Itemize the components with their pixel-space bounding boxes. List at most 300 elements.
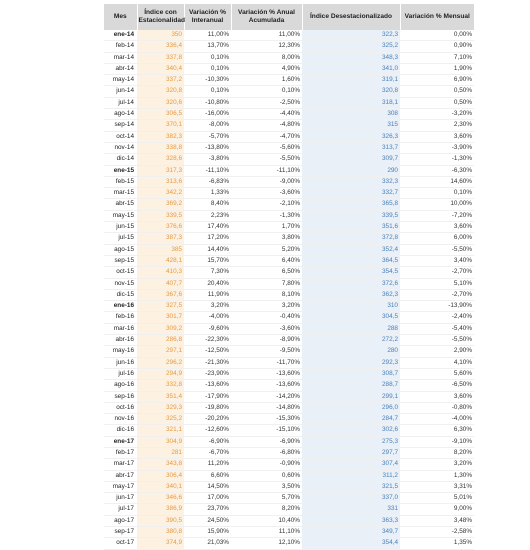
header-indice-desestacionalizado: Índice Desestacionalizado xyxy=(302,4,400,30)
cell-mes: dic-14 xyxy=(104,154,137,165)
cell-variacion-interanual: 11,00% xyxy=(184,30,231,41)
cell-variacion-acumulada: -9,00% xyxy=(231,176,302,187)
table-row xyxy=(104,109,474,120)
cell-variacion-mensual: 6,00% xyxy=(400,233,474,244)
cell-variacion-interanual: -6,83% xyxy=(184,176,231,187)
cell-variacion-acumulada: -2,50% xyxy=(231,97,302,108)
table-row xyxy=(104,538,474,549)
cell-variacion-interanual: -12,50% xyxy=(184,346,231,357)
cell-mes: ago-17 xyxy=(104,515,137,526)
cell-variacion-acumulada: 10,40% xyxy=(231,515,302,526)
table-row xyxy=(104,368,474,379)
cell-variacion-acumulada: 0,10% xyxy=(231,86,302,97)
table-row xyxy=(104,63,474,74)
cell-variacion-acumulada: 1,70% xyxy=(231,222,302,233)
cell-indice-estacionalidad: 309,2 xyxy=(137,323,184,334)
cell-variacion-interanual: -9,60% xyxy=(184,323,231,334)
cell-indice-estacionalidad: 369,2 xyxy=(137,199,184,210)
cell-variacion-mensual: 4,10% xyxy=(400,357,474,368)
cell-variacion-mensual: 0,00% xyxy=(400,30,474,41)
cell-variacion-mensual: 3,60% xyxy=(400,222,474,233)
cell-indice-desestacionalizado: 302,6 xyxy=(302,425,400,436)
cell-variacion-interanual: -6,70% xyxy=(184,447,231,458)
cell-variacion-acumulada: -4,80% xyxy=(231,120,302,131)
table-row xyxy=(104,436,474,447)
header-row xyxy=(104,4,474,30)
cell-indice-estacionalidad: 386,9 xyxy=(137,504,184,515)
cell-indice-desestacionalizado: 354,5 xyxy=(302,267,400,278)
cell-variacion-mensual: 5,10% xyxy=(400,278,474,289)
cell-mes: ago-14 xyxy=(104,109,137,120)
cell-variacion-acumulada: -3,60% xyxy=(231,323,302,334)
cell-variacion-interanual: 23,70% xyxy=(184,504,231,515)
cell-indice-estacionalidad: 337,8 xyxy=(137,52,184,63)
cell-indice-desestacionalizado: 341,0 xyxy=(302,63,400,74)
cell-indice-desestacionalizado: 337,0 xyxy=(302,493,400,504)
cell-indice-estacionalidad: 385 xyxy=(137,244,184,255)
cell-variacion-acumulada: -13,60% xyxy=(231,380,302,391)
cell-variacion-mensual: 2,90% xyxy=(400,346,474,357)
cell-variacion-interanual: 8,40% xyxy=(184,199,231,210)
cell-variacion-acumulada: 12,10% xyxy=(231,538,302,549)
cell-variacion-interanual: -20,20% xyxy=(184,414,231,425)
cell-indice-estacionalidad: 337,2 xyxy=(137,75,184,86)
cell-mes: jul-14 xyxy=(104,97,137,108)
table-row xyxy=(104,267,474,278)
cell-variacion-mensual: 3,60% xyxy=(400,131,474,142)
cell-mes: oct-15 xyxy=(104,267,137,278)
cell-variacion-interanual: -5,70% xyxy=(184,131,231,142)
cell-variacion-interanual: 6,60% xyxy=(184,470,231,481)
cell-indice-desestacionalizado: 326,3 xyxy=(302,131,400,142)
table-row xyxy=(104,255,474,266)
cell-variacion-acumulada: -0,90% xyxy=(231,459,302,470)
table-row xyxy=(104,402,474,413)
cell-indice-desestacionalizado: 321,5 xyxy=(302,481,400,492)
cell-variacion-acumulada: 8,20% xyxy=(231,504,302,515)
cell-mes: mar-14 xyxy=(104,52,137,63)
cell-variacion-mensual: -5,40% xyxy=(400,323,474,334)
cell-indice-estacionalidad: 340,1 xyxy=(137,481,184,492)
header-indice-estacionalidad: Índice con Estacionalidad xyxy=(137,4,184,30)
cell-mes: sep-17 xyxy=(104,527,137,538)
cell-variacion-acumulada: -14,20% xyxy=(231,391,302,402)
table-row xyxy=(104,335,474,346)
cell-indice-desestacionalizado: 304,5 xyxy=(302,312,400,323)
cell-indice-estacionalidad: 367,6 xyxy=(137,289,184,300)
cell-variacion-mensual: -2,70% xyxy=(400,289,474,300)
cell-variacion-interanual: 14,50% xyxy=(184,481,231,492)
cell-variacion-mensual: 14,60% xyxy=(400,176,474,187)
cell-variacion-acumulada: -6,90% xyxy=(231,436,302,447)
cell-indice-desestacionalizado: 308,7 xyxy=(302,368,400,379)
cell-indice-desestacionalizado: 322,3 xyxy=(302,30,400,41)
cell-indice-estacionalidad: 370,1 xyxy=(137,120,184,131)
cell-variacion-interanual: -23,90% xyxy=(184,368,231,379)
table-row xyxy=(104,493,474,504)
table-row xyxy=(104,52,474,63)
cell-mes: abr-14 xyxy=(104,63,137,74)
cell-variacion-interanual: -22,30% xyxy=(184,335,231,346)
cell-variacion-mensual: -2,40% xyxy=(400,312,474,323)
cell-indice-desestacionalizado: 364,5 xyxy=(302,255,400,266)
cell-variacion-acumulada: -5,50% xyxy=(231,154,302,165)
cell-mes: ago-15 xyxy=(104,244,137,255)
cell-variacion-acumulada: -9,50% xyxy=(231,346,302,357)
cell-variacion-interanual: 14,40% xyxy=(184,244,231,255)
cell-mes: jul-16 xyxy=(104,368,137,379)
table-row xyxy=(104,131,474,142)
cell-variacion-mensual: -9,10% xyxy=(400,436,474,447)
header-variacion-mensual: Variación % Mensual xyxy=(400,4,474,30)
table-row xyxy=(104,312,474,323)
cell-indice-desestacionalizado: 352,4 xyxy=(302,244,400,255)
cell-indice-desestacionalizado: 325,2 xyxy=(302,41,400,52)
cell-indice-estacionalidad: 301,7 xyxy=(137,312,184,323)
cell-mes: ene-17 xyxy=(104,436,137,447)
cell-indice-desestacionalizado: 296,0 xyxy=(302,402,400,413)
cell-indice-desestacionalizado: 275,3 xyxy=(302,436,400,447)
cell-variacion-interanual: 13,70% xyxy=(184,41,231,52)
table-row xyxy=(104,188,474,199)
cell-variacion-interanual: -12,60% xyxy=(184,425,231,436)
table-row xyxy=(104,515,474,526)
table-row xyxy=(104,86,474,97)
cell-variacion-mensual: 5,60% xyxy=(400,368,474,379)
table-row xyxy=(104,233,474,244)
cell-mes: dic-15 xyxy=(104,289,137,300)
cell-variacion-mensual: -3,20% xyxy=(400,109,474,120)
cell-mes: sep-15 xyxy=(104,255,137,266)
table-row xyxy=(104,459,474,470)
table-row xyxy=(104,142,474,153)
cell-variacion-interanual: 11,20% xyxy=(184,459,231,470)
table-row xyxy=(104,527,474,538)
cell-indice-estacionalidad: 327,5 xyxy=(137,301,184,312)
cell-mes: oct-17 xyxy=(104,538,137,549)
cell-indice-estacionalidad: 374,9 xyxy=(137,538,184,549)
cell-mes: mar-17 xyxy=(104,459,137,470)
table-row xyxy=(104,97,474,108)
cell-variacion-interanual: -17,90% xyxy=(184,391,231,402)
cell-indice-estacionalidad: 382,3 xyxy=(137,131,184,142)
cell-indice-desestacionalizado: 292,3 xyxy=(302,357,400,368)
cell-variacion-interanual: 15,90% xyxy=(184,527,231,538)
cell-variacion-acumulada: -5,60% xyxy=(231,142,302,153)
cell-mes: jun-17 xyxy=(104,493,137,504)
cell-indice-estacionalidad: 336,4 xyxy=(137,41,184,52)
cell-mes: jun-16 xyxy=(104,357,137,368)
table-row xyxy=(104,289,474,300)
cell-indice-estacionalidad: 321,1 xyxy=(137,425,184,436)
cell-variacion-acumulada: -11,70% xyxy=(231,357,302,368)
cell-variacion-mensual: -13,90% xyxy=(400,301,474,312)
cell-variacion-interanual: 0,10% xyxy=(184,52,231,63)
cell-variacion-mensual: 1,35% xyxy=(400,538,474,549)
table-row xyxy=(104,447,474,458)
cell-variacion-mensual: 5,01% xyxy=(400,493,474,504)
cell-mes: nov-14 xyxy=(104,142,137,153)
cell-variacion-acumulada: 8,10% xyxy=(231,289,302,300)
cell-variacion-acumulada: 0,60% xyxy=(231,470,302,481)
cell-indice-estacionalidad: 390,5 xyxy=(137,515,184,526)
cell-indice-estacionalidad: 387,3 xyxy=(137,233,184,244)
cell-variacion-interanual: 11,90% xyxy=(184,289,231,300)
cell-variacion-acumulada: -11,10% xyxy=(231,165,302,176)
cell-indice-estacionalidad: 306,5 xyxy=(137,109,184,120)
table-row xyxy=(104,210,474,221)
cell-variacion-interanual: -6,90% xyxy=(184,436,231,447)
cell-indice-estacionalidad: 339,5 xyxy=(137,210,184,221)
table-row xyxy=(104,199,474,210)
cell-indice-estacionalidad: 306,4 xyxy=(137,470,184,481)
cell-variacion-interanual: 15,70% xyxy=(184,255,231,266)
cell-mes: nov-15 xyxy=(104,278,137,289)
cell-variacion-acumulada: 3,80% xyxy=(231,233,302,244)
table-row xyxy=(104,244,474,255)
cell-indice-estacionalidad: 346,6 xyxy=(137,493,184,504)
cell-variacion-mensual: 6,30% xyxy=(400,425,474,436)
cell-indice-desestacionalizado: 365,8 xyxy=(302,199,400,210)
cell-indice-desestacionalizado: 372,6 xyxy=(302,278,400,289)
cell-mes: abr-15 xyxy=(104,199,137,210)
cell-variacion-interanual: -4,00% xyxy=(184,312,231,323)
cell-variacion-interanual: -13,80% xyxy=(184,142,231,153)
cell-mes: dic-16 xyxy=(104,425,137,436)
cell-variacion-acumulada: -13,60% xyxy=(231,368,302,379)
cell-variacion-mensual: 0,90% xyxy=(400,41,474,52)
cell-mes: oct-16 xyxy=(104,402,137,413)
cell-variacion-acumulada: -15,10% xyxy=(231,425,302,436)
cell-variacion-acumulada: 6,40% xyxy=(231,255,302,266)
table-row xyxy=(104,176,474,187)
header-variacion-acumulada: Variación % Anual Acumulada xyxy=(231,4,302,30)
cell-variacion-acumulada: 4,90% xyxy=(231,63,302,74)
cell-variacion-mensual: 10,00% xyxy=(400,199,474,210)
cell-indice-estacionalidad: 351,4 xyxy=(137,391,184,402)
table-row xyxy=(104,41,474,52)
cell-variacion-mensual: -4,00% xyxy=(400,414,474,425)
cell-variacion-mensual: 3,40% xyxy=(400,255,474,266)
cell-mes: feb-14 xyxy=(104,41,137,52)
cell-indice-desestacionalizado: 288,7 xyxy=(302,380,400,391)
cell-indice-estacionalidad: 304,9 xyxy=(137,436,184,447)
cell-variacion-acumulada: 11,00% xyxy=(231,30,302,41)
cell-indice-desestacionalizado: 307,4 xyxy=(302,459,400,470)
cell-mes: abr-17 xyxy=(104,470,137,481)
cell-indice-desestacionalizado: 351,6 xyxy=(302,222,400,233)
cell-indice-desestacionalizado: 315 xyxy=(302,120,400,131)
cell-mes: feb-17 xyxy=(104,447,137,458)
cell-mes: jun-14 xyxy=(104,86,137,97)
cell-mes: mar-15 xyxy=(104,188,137,199)
cell-variacion-interanual: 0,10% xyxy=(184,63,231,74)
cell-indice-estacionalidad: 329,3 xyxy=(137,402,184,413)
table-row xyxy=(104,357,474,368)
cell-variacion-interanual: 20,40% xyxy=(184,278,231,289)
header-variacion-interanual: Variación % Interanual xyxy=(184,4,231,30)
table-row xyxy=(104,346,474,357)
cell-indice-desestacionalizado: 290 xyxy=(302,165,400,176)
cell-indice-desestacionalizado: 320,8 xyxy=(302,86,400,97)
cell-indice-estacionalidad: 338,8 xyxy=(137,142,184,153)
cell-indice-desestacionalizado: 311,2 xyxy=(302,470,400,481)
cell-mes: oct-14 xyxy=(104,131,137,142)
data-table-container xyxy=(104,4,474,550)
cell-indice-estacionalidad: 380,8 xyxy=(137,527,184,538)
cell-mes: feb-16 xyxy=(104,312,137,323)
cell-indice-estacionalidad: 342,2 xyxy=(137,188,184,199)
cell-variacion-mensual: 1,30% xyxy=(400,470,474,481)
table-row xyxy=(104,380,474,391)
cell-variacion-interanual: 2,23% xyxy=(184,210,231,221)
cell-variacion-interanual: 24,50% xyxy=(184,515,231,526)
cell-indice-desestacionalizado: 354,4 xyxy=(302,538,400,549)
table-row xyxy=(104,481,474,492)
cell-variacion-interanual: 17,20% xyxy=(184,233,231,244)
cell-indice-desestacionalizado: 310 xyxy=(302,301,400,312)
cell-variacion-mensual: -2,58% xyxy=(400,527,474,538)
cell-mes: jul-15 xyxy=(104,233,137,244)
cell-indice-estacionalidad: 376,6 xyxy=(137,222,184,233)
cell-indice-estacionalidad: 320,6 xyxy=(137,97,184,108)
cell-variacion-mensual: 7,10% xyxy=(400,52,474,63)
table-row xyxy=(104,414,474,425)
cell-variacion-acumulada: 6,50% xyxy=(231,267,302,278)
cell-indice-estacionalidad: 296,2 xyxy=(137,357,184,368)
cell-indice-desestacionalizado: 349,7 xyxy=(302,527,400,538)
cell-mes: may-17 xyxy=(104,481,137,492)
cell-variacion-interanual: -19,80% xyxy=(184,402,231,413)
cell-indice-estacionalidad: 332,8 xyxy=(137,380,184,391)
cell-indice-desestacionalizado: 280 xyxy=(302,346,400,357)
cell-mes: mar-16 xyxy=(104,323,137,334)
cell-variacion-interanual: 3,20% xyxy=(184,301,231,312)
cell-indice-desestacionalizado: 319,1 xyxy=(302,75,400,86)
table-row xyxy=(104,301,474,312)
cell-variacion-mensual: -0,80% xyxy=(400,402,474,413)
cell-indice-estacionalidad: 407,7 xyxy=(137,278,184,289)
cell-variacion-interanual: -16,00% xyxy=(184,109,231,120)
cell-variacion-acumulada: -1,30% xyxy=(231,210,302,221)
cell-variacion-interanual: 0,10% xyxy=(184,86,231,97)
cell-variacion-interanual: 17,00% xyxy=(184,493,231,504)
cell-variacion-interanual: 21,03% xyxy=(184,538,231,549)
cell-variacion-interanual: -10,30% xyxy=(184,75,231,86)
cell-variacion-mensual: -1,30% xyxy=(400,154,474,165)
cell-indice-estacionalidad: 328,6 xyxy=(137,154,184,165)
table-row xyxy=(104,323,474,334)
cell-variacion-acumulada: -15,30% xyxy=(231,414,302,425)
cell-variacion-mensual: -6,50% xyxy=(400,380,474,391)
cell-indice-desestacionalizado: 299,1 xyxy=(302,391,400,402)
cell-indice-estacionalidad: 313,6 xyxy=(137,176,184,187)
cell-variacion-acumulada: -2,10% xyxy=(231,199,302,210)
cell-variacion-acumulada: 11,10% xyxy=(231,527,302,538)
cell-variacion-acumulada: 5,70% xyxy=(231,493,302,504)
cell-variacion-mensual: 3,31% xyxy=(400,481,474,492)
cell-indice-estacionalidad: 281 xyxy=(137,447,184,458)
cell-indice-estacionalidad: 297,1 xyxy=(137,346,184,357)
cell-variacion-mensual: 9,00% xyxy=(400,504,474,515)
cell-variacion-mensual: 6,90% xyxy=(400,75,474,86)
cell-indice-estacionalidad: 286,8 xyxy=(137,335,184,346)
cell-indice-estacionalidad: 320,8 xyxy=(137,86,184,97)
cell-mes: sep-14 xyxy=(104,120,137,131)
cell-variacion-mensual: -2,70% xyxy=(400,267,474,278)
cell-indice-desestacionalizado: 284,7 xyxy=(302,414,400,425)
cell-mes: may-16 xyxy=(104,346,137,357)
table-row xyxy=(104,470,474,481)
cell-indice-estacionalidad: 317,3 xyxy=(137,165,184,176)
cell-indice-estacionalidad: 428,1 xyxy=(137,255,184,266)
table-row xyxy=(104,391,474,402)
cell-indice-desestacionalizado: 332,3 xyxy=(302,176,400,187)
table-row xyxy=(104,278,474,289)
cell-indice-desestacionalizado: 362,3 xyxy=(302,289,400,300)
table-row xyxy=(104,165,474,176)
cell-mes: nov-16 xyxy=(104,414,137,425)
cell-indice-desestacionalizado: 288 xyxy=(302,323,400,334)
cell-indice-desestacionalizado: 348,3 xyxy=(302,52,400,63)
cell-indice-desestacionalizado: 308 xyxy=(302,109,400,120)
cell-mes: may-14 xyxy=(104,75,137,86)
cell-variacion-acumulada: 8,00% xyxy=(231,52,302,63)
cell-variacion-acumulada: 7,80% xyxy=(231,278,302,289)
cell-mes: ene-16 xyxy=(104,301,137,312)
cell-indice-estacionalidad: 325,2 xyxy=(137,414,184,425)
cell-variacion-acumulada: 1,60% xyxy=(231,75,302,86)
table-body xyxy=(104,30,474,549)
cell-variacion-mensual: -5,50% xyxy=(400,335,474,346)
cell-indice-desestacionalizado: 372,8 xyxy=(302,233,400,244)
table-row xyxy=(104,504,474,515)
cell-indice-estacionalidad: 294,9 xyxy=(137,368,184,379)
cell-variacion-interanual: 1,33% xyxy=(184,188,231,199)
cell-variacion-mensual: 3,48% xyxy=(400,515,474,526)
cell-indice-desestacionalizado: 297,7 xyxy=(302,447,400,458)
cell-indice-estacionalidad: 350 xyxy=(137,30,184,41)
cell-variacion-acumulada: 12,30% xyxy=(231,41,302,52)
cell-variacion-acumulada: 5,20% xyxy=(231,244,302,255)
cell-variacion-mensual: -7,20% xyxy=(400,210,474,221)
cell-variacion-mensual: 1,90% xyxy=(400,63,474,74)
cell-variacion-acumulada: -4,40% xyxy=(231,109,302,120)
cell-variacion-acumulada: -14,80% xyxy=(231,402,302,413)
index-table xyxy=(104,4,474,550)
cell-variacion-interanual: 7,30% xyxy=(184,267,231,278)
cell-variacion-acumulada: -6,80% xyxy=(231,447,302,458)
cell-variacion-interanual: -3,80% xyxy=(184,154,231,165)
table-row xyxy=(104,154,474,165)
cell-mes: may-15 xyxy=(104,210,137,221)
cell-variacion-interanual: -8,00% xyxy=(184,120,231,131)
cell-indice-desestacionalizado: 363,3 xyxy=(302,515,400,526)
cell-indice-estacionalidad: 343,8 xyxy=(137,459,184,470)
cell-mes: feb-15 xyxy=(104,176,137,187)
cell-mes: ago-16 xyxy=(104,380,137,391)
cell-variacion-mensual: 3,60% xyxy=(400,391,474,402)
cell-variacion-mensual: 0,10% xyxy=(400,188,474,199)
cell-variacion-acumulada: -4,70% xyxy=(231,131,302,142)
cell-variacion-mensual: -3,90% xyxy=(400,142,474,153)
cell-variacion-acumulada: -8,90% xyxy=(231,335,302,346)
cell-indice-desestacionalizado: 272,2 xyxy=(302,335,400,346)
cell-mes: jul-17 xyxy=(104,504,137,515)
table-row xyxy=(104,75,474,86)
cell-indice-desestacionalizado: 331 xyxy=(302,504,400,515)
header-mes: Mes xyxy=(104,4,137,30)
